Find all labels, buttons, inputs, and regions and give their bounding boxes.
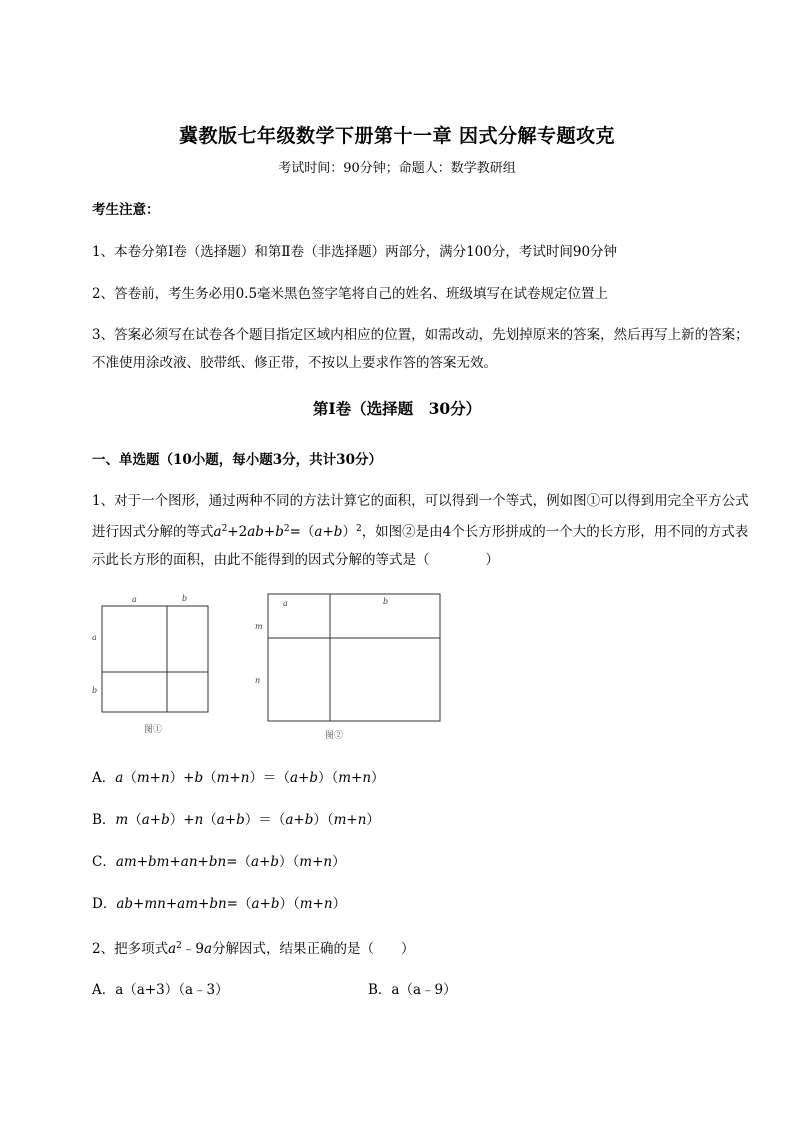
figure-2-svg: [250, 590, 446, 744]
figure-2-label-left-n: n: [255, 676, 261, 685]
opt-part: b: [309, 770, 318, 786]
opt-part: ）（: [313, 812, 334, 828]
opt-part: b: [236, 812, 245, 828]
q2-part: a: [168, 941, 177, 957]
opt-part: ）: [371, 770, 385, 786]
q1-eq-part: 2: [283, 524, 290, 534]
opt-part: m: [299, 896, 313, 912]
q1-eq-part: +: [322, 524, 334, 540]
opt-part: +: [149, 812, 162, 828]
opt-part: b: [161, 812, 170, 828]
q2-part: ﹣9: [181, 941, 204, 957]
option-label: B．: [92, 812, 116, 828]
opt-part: m: [338, 770, 352, 786]
opt-part: a: [251, 854, 260, 870]
opt-part: a: [289, 770, 298, 786]
opt-part: am: [115, 854, 137, 870]
figure-1-svg: [88, 588, 218, 738]
opt-part: n: [323, 854, 333, 870]
q2-part: 2、把多项式: [92, 941, 169, 957]
opt-part: +: [298, 770, 310, 786]
document-title: 冀教版七年级数学下册第十一章 因式分解专题攻克: [178, 125, 616, 147]
q1-text-a: 1、对于一个图形，通过两种不同的方法计算它的面积，可以得到一个等式，例如图①可以得到用完全平方公式进行因式分解的等式: [92, 493, 749, 540]
opt-part: n: [362, 770, 372, 786]
opt-part: bm: [148, 854, 170, 870]
opt-part: mn: [144, 896, 166, 912]
opt-part: a: [115, 770, 124, 786]
opt-part: ）（: [317, 770, 339, 786]
opt-part: ）+: [169, 770, 195, 786]
q1-eq-part: =（: [289, 524, 315, 540]
q1-eq-part: ab: [247, 524, 264, 540]
opt-part: m: [136, 770, 150, 786]
opt-part: an: [180, 854, 198, 870]
opt-part: +: [259, 854, 271, 870]
opt-part: ）＝（: [244, 812, 286, 828]
opt-part: a: [141, 812, 150, 828]
notice-heading: 考生注意：: [92, 202, 160, 218]
q1-text-c: ）: [485, 552, 499, 568]
opt-part: （: [123, 770, 137, 786]
figure-1-label-top-b: b: [182, 594, 188, 603]
opt-part: （: [128, 812, 142, 828]
opt-part: m: [299, 854, 313, 870]
opt-part: b: [270, 854, 280, 870]
opt-part: n: [160, 770, 170, 786]
opt-part: ）: [366, 812, 380, 828]
q1-eq-part: +2: [227, 524, 248, 540]
opt-part: +: [165, 896, 178, 912]
opt-part: +: [312, 854, 324, 870]
opt-part: bn: [209, 896, 227, 912]
figure-1-label-top-a: a: [132, 595, 137, 604]
opt-part: b: [270, 896, 280, 912]
q2-part: 2: [176, 941, 182, 951]
opt-part: =（: [226, 896, 252, 912]
opt-part: b: [304, 812, 314, 828]
part-heading: 一、单选题（10小题，每小题3分，共计30分）: [92, 452, 382, 468]
question-2-stem: [92, 932, 752, 963]
opt-part: a: [216, 812, 225, 828]
opt-part: +: [149, 770, 161, 786]
opt-part: n: [323, 896, 333, 912]
q1-option-c[interactable]: [92, 848, 752, 876]
figure-1-square: [102, 606, 208, 712]
opt-part: am: [177, 896, 199, 912]
opt-part: ）（: [279, 854, 300, 870]
figure-2: [250, 590, 446, 748]
opt-part: +: [198, 896, 210, 912]
q1-option-b[interactable]: [92, 806, 752, 834]
opt-part: a: [285, 812, 294, 828]
q2-part: 分解因式，结果正确的是（ ）: [212, 941, 415, 957]
figure-1-caption: 图①: [144, 725, 163, 735]
option-label: C．: [92, 854, 116, 870]
exam-info: 考试时间：90分钟；命题人：数学教研组: [278, 161, 516, 176]
option-label: D．: [92, 896, 117, 912]
opt-part: a: [251, 896, 260, 912]
q1-eq-part: ）: [342, 524, 356, 540]
figure-2-label-left-m: m: [255, 622, 263, 631]
q2-option-b[interactable]: B．a（a﹣9）: [368, 982, 457, 998]
opt-part: +: [259, 896, 271, 912]
q1-text-b: ，如图②是由4个长方形拼成的一个大的长方形，用不同的方式表示此长方形的面积，由此不能得到的因式分解的等式是（: [92, 524, 749, 568]
opt-part: ）＝（: [249, 770, 290, 786]
opt-part: m: [216, 770, 230, 786]
opt-part: （: [203, 812, 217, 828]
opt-part: +: [312, 896, 324, 912]
q1-option-a[interactable]: [92, 764, 752, 792]
opt-part: ）: [332, 854, 346, 870]
figure-1-label-left-b: b: [92, 686, 98, 695]
q1-eq-part: b: [333, 524, 343, 540]
q1-eq-part: 2: [221, 524, 228, 534]
opt-part: ）（: [279, 896, 300, 912]
opt-part: bn: [208, 854, 227, 870]
opt-part: （: [203, 770, 217, 786]
opt-part: ab: [116, 896, 134, 912]
opt-part: ）: [332, 896, 347, 912]
opt-part: +: [293, 812, 305, 828]
opt-part: +: [346, 812, 358, 828]
opt-part: +: [197, 854, 209, 870]
opt-part: n: [357, 812, 367, 828]
q1-eq-part: a: [213, 524, 222, 540]
q1-eq-part: +: [263, 524, 276, 540]
opt-part: ）+: [169, 812, 195, 828]
notice-item-3: 3、答案必须写在试卷各个题目指定区域内相应的位置，如需改动，先划掉原来的答案，然后再写上新的答案；不准使用涂改液、胶带纸、修正带，不按以上要求作答的答案无效。: [92, 327, 749, 371]
q1-option-d[interactable]: [92, 890, 752, 918]
notice-item-2: 2、答卷前，考生务必用0.5毫米黑色签字笔将自己的姓名、班级填写在试卷规定位置上: [92, 286, 609, 302]
figure-1: [88, 588, 218, 742]
q1-eq-part: 2: [355, 524, 362, 534]
q2-part: a: [203, 941, 213, 957]
figure-2-label-top-a: a: [283, 599, 288, 608]
option-label: A．: [92, 770, 116, 786]
opt-part: +: [169, 854, 181, 870]
opt-part: +: [229, 770, 241, 786]
opt-part: =（: [226, 854, 251, 870]
opt-part: +: [136, 854, 149, 870]
opt-part: +: [224, 812, 237, 828]
figure-2-caption: 图②: [325, 731, 344, 741]
opt-part: b: [194, 770, 204, 786]
section-heading: 第I卷（选择题 30分）: [312, 399, 482, 418]
opt-part: m: [115, 812, 129, 828]
opt-part: m: [333, 812, 347, 828]
question-1-stem: [92, 487, 752, 574]
q1-eq-part: b: [275, 524, 284, 540]
figure-1-label-left-a: a: [92, 633, 97, 642]
opt-part: n: [194, 812, 204, 828]
opt-part: +: [133, 896, 145, 912]
opt-part: n: [240, 770, 250, 786]
opt-part: +: [351, 770, 363, 786]
notice-item-1: 1、本卷分第I卷（选择题）和第Ⅱ卷（非选择题）两部分，满分100分，考试时间90分钟: [92, 244, 618, 260]
q2-option-a[interactable]: A．a（a+3）（a﹣3）: [92, 982, 229, 998]
figure-2-rectangle: [268, 594, 440, 721]
figure-2-label-top-b: b: [383, 597, 389, 606]
q1-eq-part: a: [314, 524, 323, 540]
